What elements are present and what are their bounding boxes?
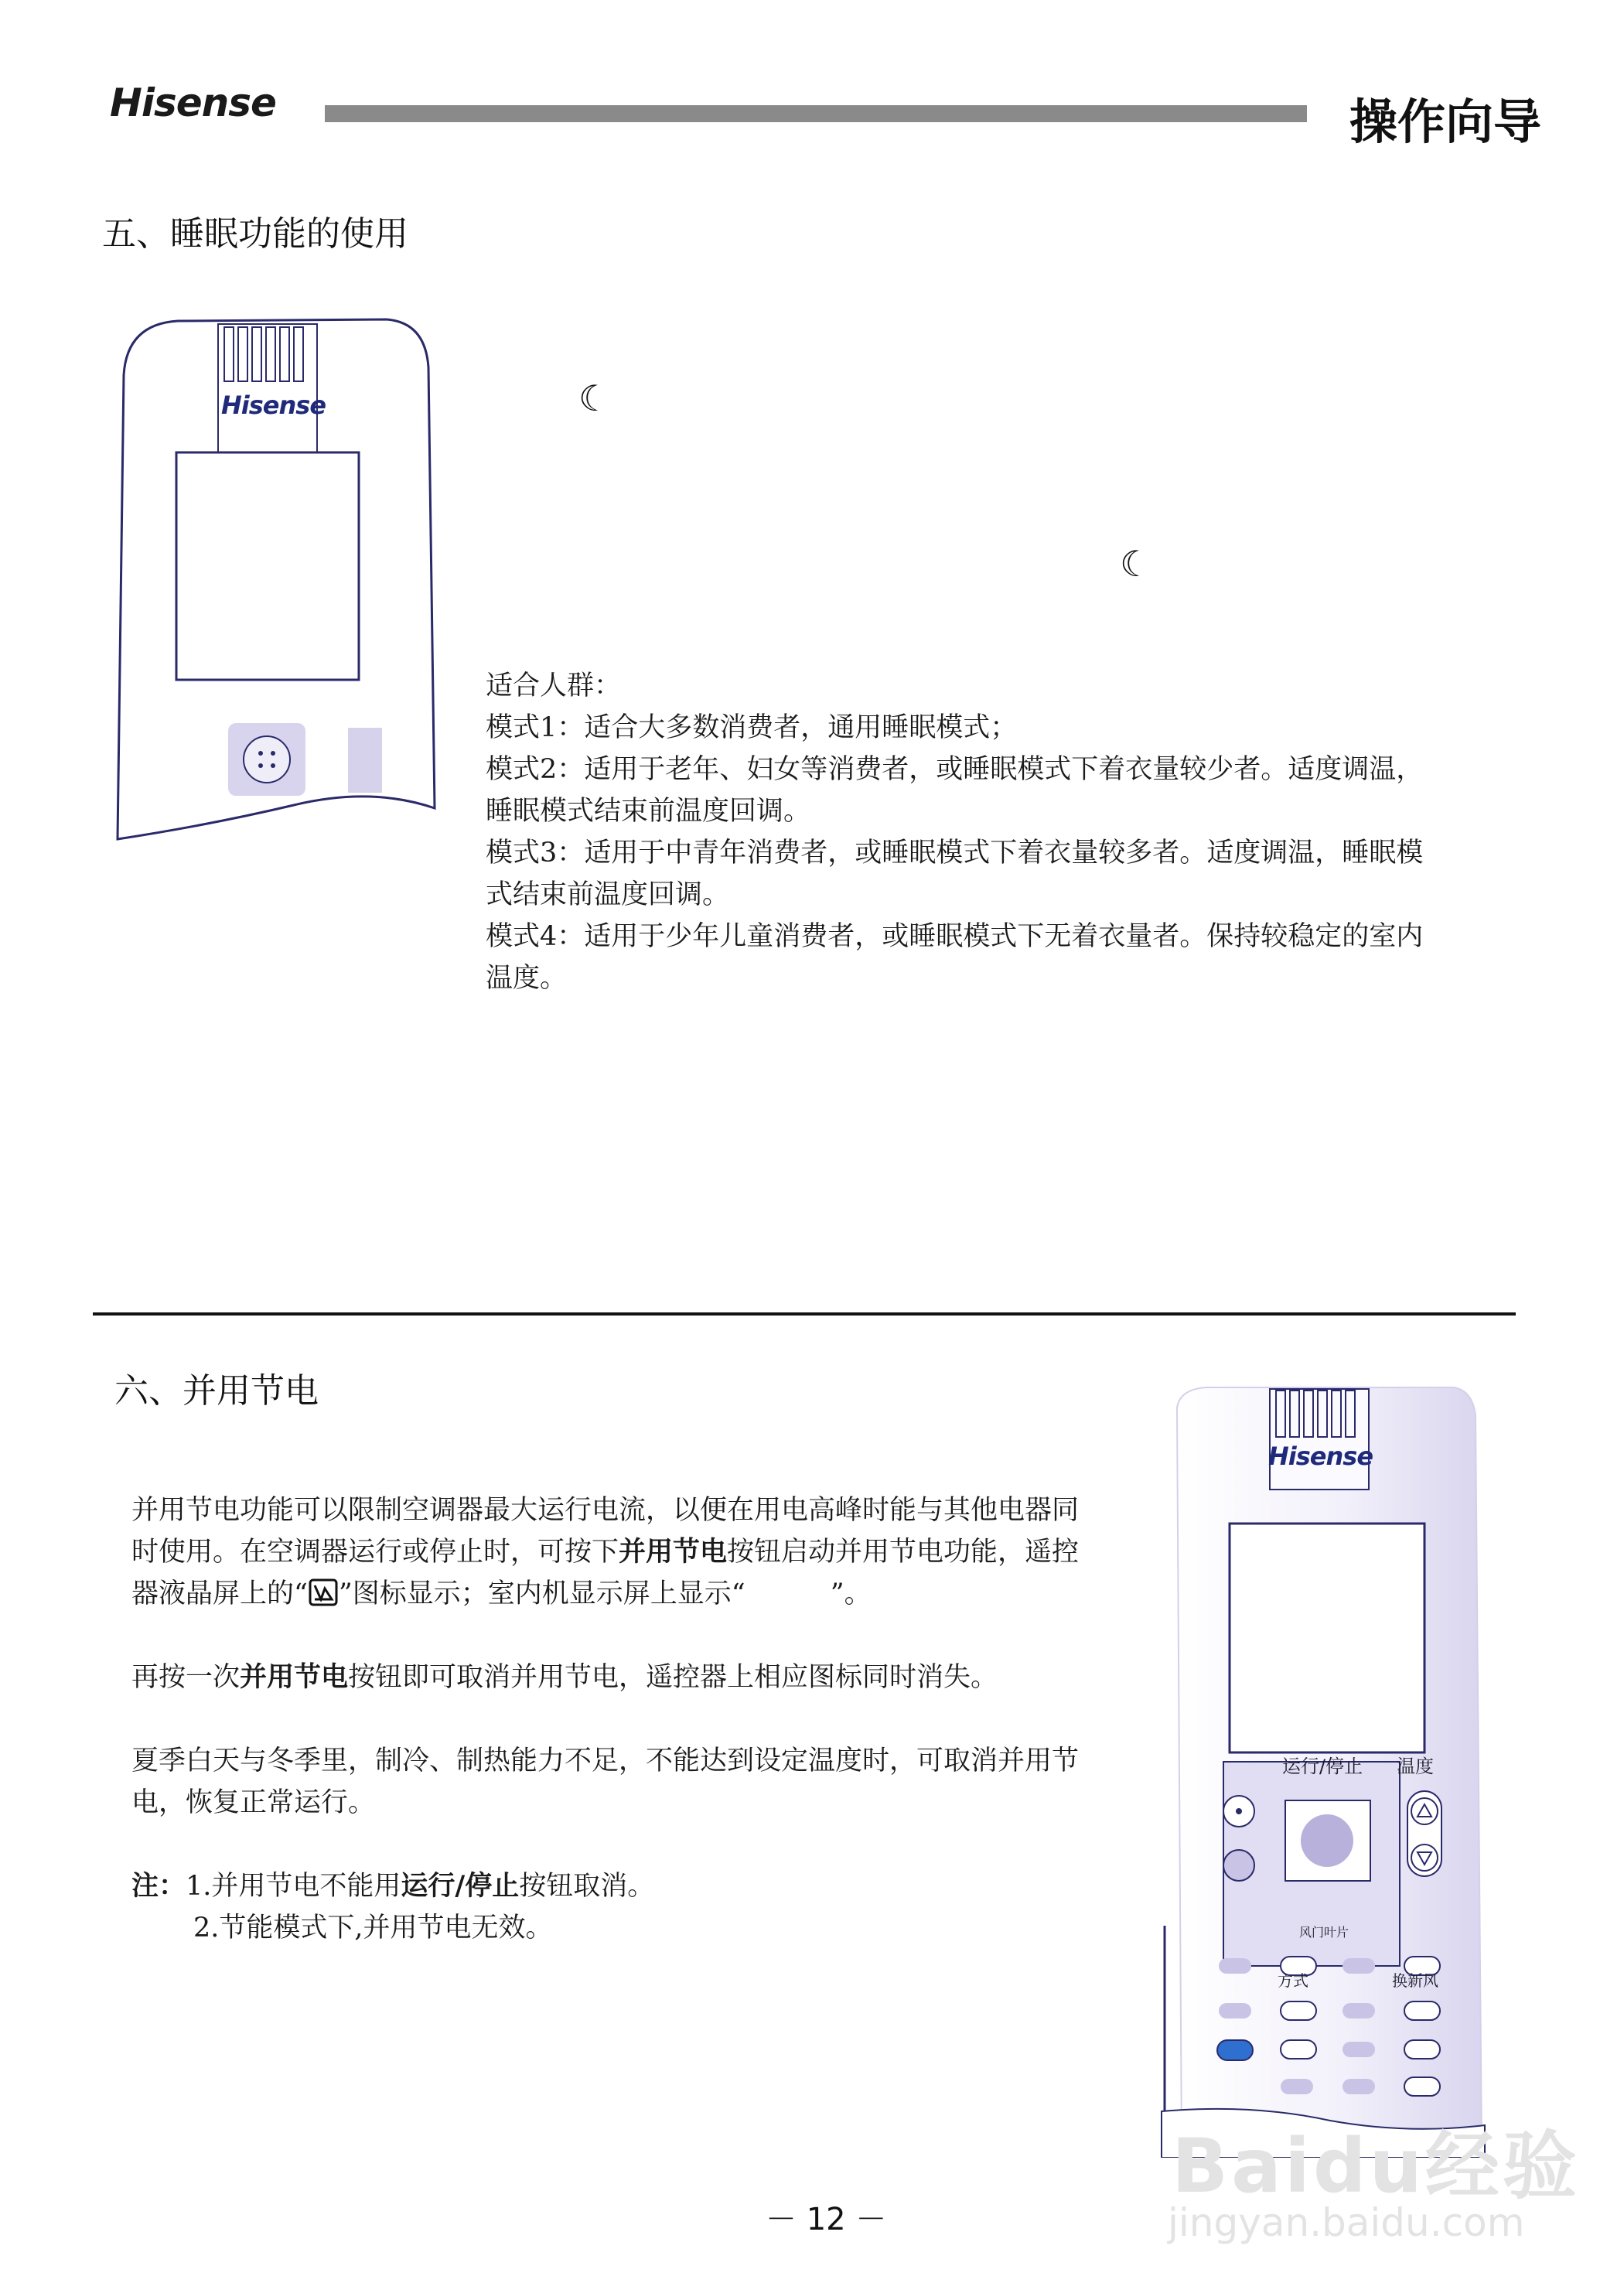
mode-line: 睡眠模式结束前温度回调。: [486, 796, 811, 827]
fresh-air-label: 换新风: [1392, 1971, 1438, 1990]
page-number: － 12 －: [766, 2202, 887, 2237]
section6-text: [131, 1490, 1145, 1949]
mode-line: 式结束前温度回调。: [486, 879, 730, 910]
text-span: 1.并用节电不能用: [186, 1871, 401, 1902]
text-span: 按钮启动并用节电功能，遥控: [727, 1537, 1080, 1568]
sleep-moon-icon: ☾: [578, 377, 611, 419]
section5-text: [486, 665, 1514, 999]
text-span: 再按一次: [131, 1662, 241, 1693]
button-name-emphasis: 并用节电: [619, 1537, 728, 1568]
button-name-emphasis: 并用节电: [240, 1662, 349, 1693]
text-span: 时使用。在空调器运行或停止时，可按下: [131, 1537, 619, 1568]
sleep-moon-icon: ☾: [1120, 543, 1152, 585]
section5-title: 五、睡眠功能的使用: [102, 214, 408, 254]
note-line: 2.节能模式下,并用节电无效。: [193, 1913, 553, 1943]
text-span: 按钮取消。: [519, 1871, 655, 1902]
header-rule: [325, 105, 1307, 122]
section-divider: [93, 1312, 1516, 1316]
paragraph-line: [131, 1531, 1145, 1573]
louver-label: 风门叶片: [1299, 1925, 1349, 1940]
mode-line: 温度。: [486, 963, 568, 994]
text-span: ”。: [830, 1578, 872, 1609]
header-brand-logo: Hisense: [110, 80, 276, 125]
note-line: [131, 1865, 1145, 1907]
paragraph-line: 夏季白天与冬季里，制冷、制热能力不足，不能达到设定温度时，可取消并用节: [131, 1746, 1080, 1776]
baidu-watermark-url: jingyan.baidu.com: [1168, 2200, 1525, 2245]
mode-line: 模式3：适用于中青年消费者，或睡眠模式下着衣量较多者。适度调温，睡眠模: [486, 838, 1424, 868]
button-name-emphasis: 运行/停止: [401, 1871, 520, 1902]
note-label: 注：: [131, 1871, 186, 1902]
temperature-label: 温度: [1397, 1756, 1434, 1777]
text-span: 按钮即可取消并用节电，遥控器上相应图标同时消失。: [348, 1662, 998, 1693]
mode-line: 模式2：适用于老年、妇女等消费者，或睡眠模式下着衣量较少者。适度调温，: [486, 754, 1424, 785]
mode-line: 模式4：适用于少年儿童消费者，或睡眠模式下无着衣量者。保持较稳定的室内: [486, 921, 1424, 952]
run-stop-label: 运行/停止: [1282, 1756, 1363, 1777]
mode-line: 模式1：适合大多数消费者，通用睡眠模式；: [486, 712, 1018, 743]
mode-label: 方式: [1278, 1971, 1308, 1990]
paragraph-line: 并用节电功能可以限制空调器最大运行电流，以便在用电高峰时能与其他电器同: [131, 1495, 1080, 1526]
remote-top-brand-logo: Hisense: [221, 391, 326, 420]
text-span: 器液晶屏上的“: [131, 1578, 308, 1609]
power-save-icon: [308, 1578, 339, 1607]
paragraph-line: [131, 1657, 1145, 1698]
paragraph-line: [131, 1573, 1145, 1615]
header-title: 操作向导: [1349, 94, 1542, 150]
section6-title: 六、并用节电: [114, 1371, 319, 1411]
baidu-watermark: Baidu经验: [1172, 2123, 1580, 2210]
audience-label: 适合人群：: [486, 671, 622, 701]
remote-bottom-brand-logo: Hisense: [1268, 1442, 1373, 1471]
text-span: ”图标显示；室内机显示屏上显示“: [338, 1578, 745, 1609]
paragraph-line: 电，恢复正常运行。: [131, 1787, 376, 1818]
